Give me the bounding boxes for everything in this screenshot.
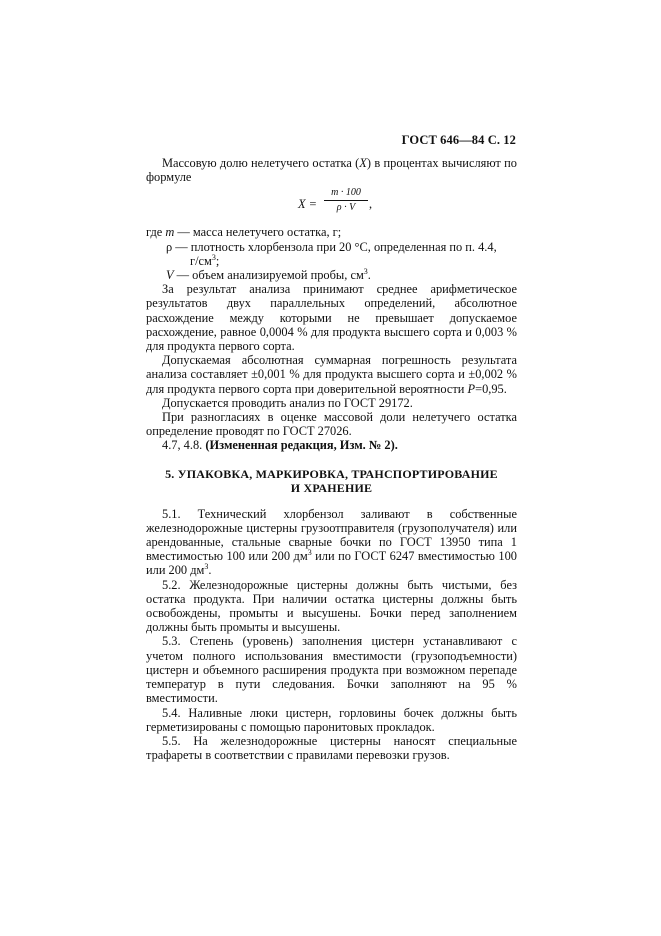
- paragraph-5-1: 5.1. Технический хлорбензол заливают в собственные железнодорожные цистерны грузоотправителя (грузополучателя) или арендованные, стальные сварные бочки по ГОСТ 13950 типа 1 вместимостью 100 или 200 $дм^3$ или по ГОСТ 6247 вместимостью 100 или 200 $дм^3$.: [146, 506, 517, 578]
- formula-numerator: m · 100: [324, 187, 368, 201]
- where-v: V — объем анализируемой пробы, $см^3$.: [166, 266, 371, 283]
- where-rho: ρ — плотность хлорбензола при 20 °С, определенная по п. 4.4,: [166, 239, 497, 254]
- var-x: X: [359, 156, 367, 170]
- formula-lhs: X =: [298, 197, 318, 212]
- edit-note: 4.7, 4.8. (Измененная редакция, Изм. № 2).: [162, 438, 398, 453]
- result-paragraph: За результат анализа принимают среднее арифметическое результатов двух параллельных определений, абсолютное расхождение между которыми не превышает допускаемое расхождение, равное 0,0004 % для продукта высшего сорта и 0,003 % для продукта первого сорта.: [146, 282, 517, 354]
- paragraph-5-2: 5.2. Железнодорожные цистерны должны быть чистыми, без остатка продукта. При наличии остатка цистерны должны быть освобождены, промыты и высушены. Бочки перед заполнением должны быть промыты и высушены.: [146, 577, 517, 635]
- gost-29172-paragraph: Допускается проводить анализ по ГОСТ 29172.: [162, 395, 413, 410]
- paragraph-5-3: 5.3. Степень (уровень) заполнения цистерн устанавливают с учетом полного использования вместимости (грузоподъемности) цистерн и объемного расширения продукта при возможном перепаде температур в пути следования. Бочки заполняют на 95 % вместимости.: [146, 634, 517, 706]
- where-m: где m — масса нелетучего остатка, г;: [146, 225, 342, 240]
- gost-27026-paragraph: При разногласиях в оценке массовой доли нелетучего остатка определение проводят по ГОСТ 27026.: [146, 410, 517, 439]
- error-paragraph: Допускаемая абсолютная суммарная погрешность результата анализа составляет ±0,001 % для продукта высшего сорта и ±0,002 % для продукта первого сорта при доверительной вероятности P=0,95.: [146, 353, 517, 396]
- formula-tail: ,: [369, 197, 373, 212]
- intro-paragraph: Массовую долю нелетучего остатка (X) в процентах вычисляют по формуле: [146, 156, 517, 185]
- section-5-title: 5. УПАКОВКА, МАРКИРОВКА, ТРАНСПОРТИРОВАНИЕ И ХРАНЕНИЕ: [165, 466, 498, 495]
- formula: [146, 187, 517, 223]
- document-body: [146, 156, 517, 762]
- where-rho-units: $г/см^3$;: [190, 252, 220, 268]
- page-header: ГОСТ 646—84 С. 12: [401, 133, 516, 147]
- formula-fraction: [324, 187, 368, 214]
- paragraph-5-4: 5.4. Наливные люки цистерн, горловины бочек должны быть герметизированы с помощью паронитовых прокладок.: [146, 705, 517, 734]
- formula-denominator: ρ · V: [336, 202, 356, 214]
- paragraph-5-5: 5.5. На железнодорожные цистерны наносят специальные трафареты в соответствии с правилами перевозки грузов.: [146, 733, 517, 763]
